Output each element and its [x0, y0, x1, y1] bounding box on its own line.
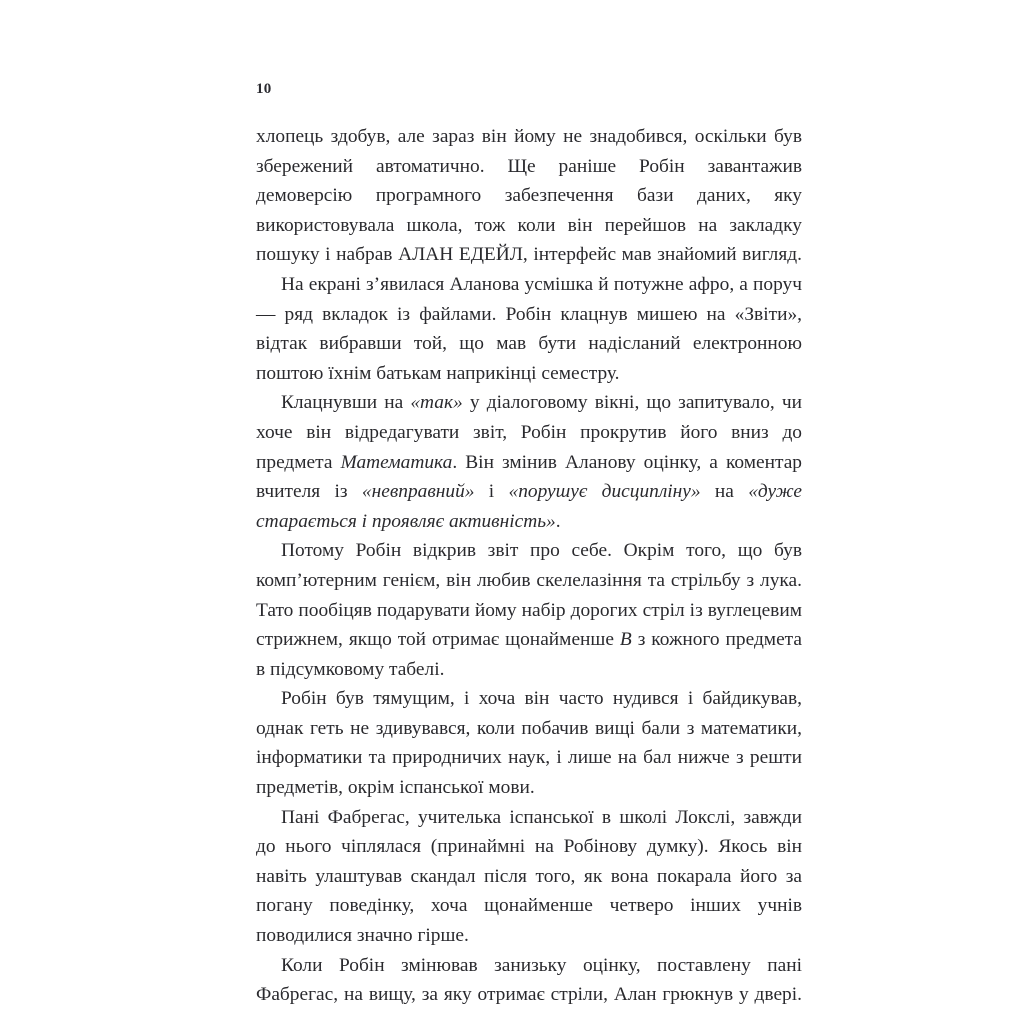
body-paragraph [256, 684, 802, 802]
body-paragraph [256, 803, 802, 951]
text-run: Клацнувши на [281, 392, 411, 414]
text-run: на [700, 481, 749, 503]
text-run: На екрані з’явилася Аланова усмішка й потужне афро, а поруч — ряд вкладок із файлами. Робін клацнув мишею на «Звіти», відтак вибравши той, що мав бути надісланий електронною поштою їхнім батькам наприкінці семестру. [256, 273, 802, 384]
text-run: з кожного предмета в підсумковому табелі. [256, 629, 803, 680]
text-run: хлопець здобув, але зараз він йому не знадобився, оскільки був збережений автоматично. Ще раніше Робін завантажив демоверсію програмного забезпечення бази даних, яку використовувала школа, тож коли він перейшов на закладку пошуку і набрав АЛАН ЕДЕЙЛ, інтерфейс мав знайомий вигляд. [256, 126, 802, 266]
body-paragraph [256, 122, 802, 270]
text-run: і [474, 481, 509, 503]
body-paragraph [256, 536, 802, 684]
text-run: Робін був тямущим, і хоча він часто нудився і байдикував, однак геть не здивувався, коли побачив вищі бали з математики, інформатики та природничих наук, і лише на бал нижче з решти предметів, окрім іспанської мови. [256, 688, 802, 799]
text-run: у діалоговому вікні, що запитувало, чи хоче він відредагувати звіт, Робін прокрутив його вниз до предмета [256, 392, 802, 473]
emphasis-run: «так» [410, 392, 463, 414]
emphasis-run: «порушує дисципліну» [508, 481, 701, 503]
page-number: 10 [256, 81, 272, 97]
text-run: Потому Робін відкрив звіт про себе. Окрім того, що був комп’ютерним генієм, він любив скелелазіння та стрільбу з лука. Тато пообіцяв подарувати йому набір дорогих стріл із вуглецевим стрижнем, якщо той отримає щонайменше [256, 540, 802, 651]
emphasis-run: Математика [340, 451, 453, 473]
emphasis-run: B [619, 629, 632, 651]
body-paragraph [256, 388, 802, 536]
body-paragraph [256, 951, 802, 1010]
text-run: Коли Робін змінював занизьку оцінку, поставлену пані Фабрегас, на вищу, за яку отримає стріли, Алан грюкнув у двері. [256, 954, 802, 1006]
body-paragraph [256, 270, 802, 388]
emphasis-run: «невправний» [361, 481, 475, 503]
page-text-block [256, 122, 802, 1010]
text-run: Пані Фабрегас, учителька іспанської в школі Локслі, завжди до нього чіплялася (принаймні на Робінову думку). Якось він навіть улаштував скандал після того, як вона покарала його за погану поведінку, хоча щонайменше четверо інших учнів поводилися значно гірше. [256, 806, 802, 947]
text-run: . [555, 510, 561, 532]
emphasis-run: «дуже старається і проявляє активність» [256, 481, 802, 532]
text-run: . Він змінив Аланову оцінку, а коментар вчителя із [256, 451, 802, 503]
